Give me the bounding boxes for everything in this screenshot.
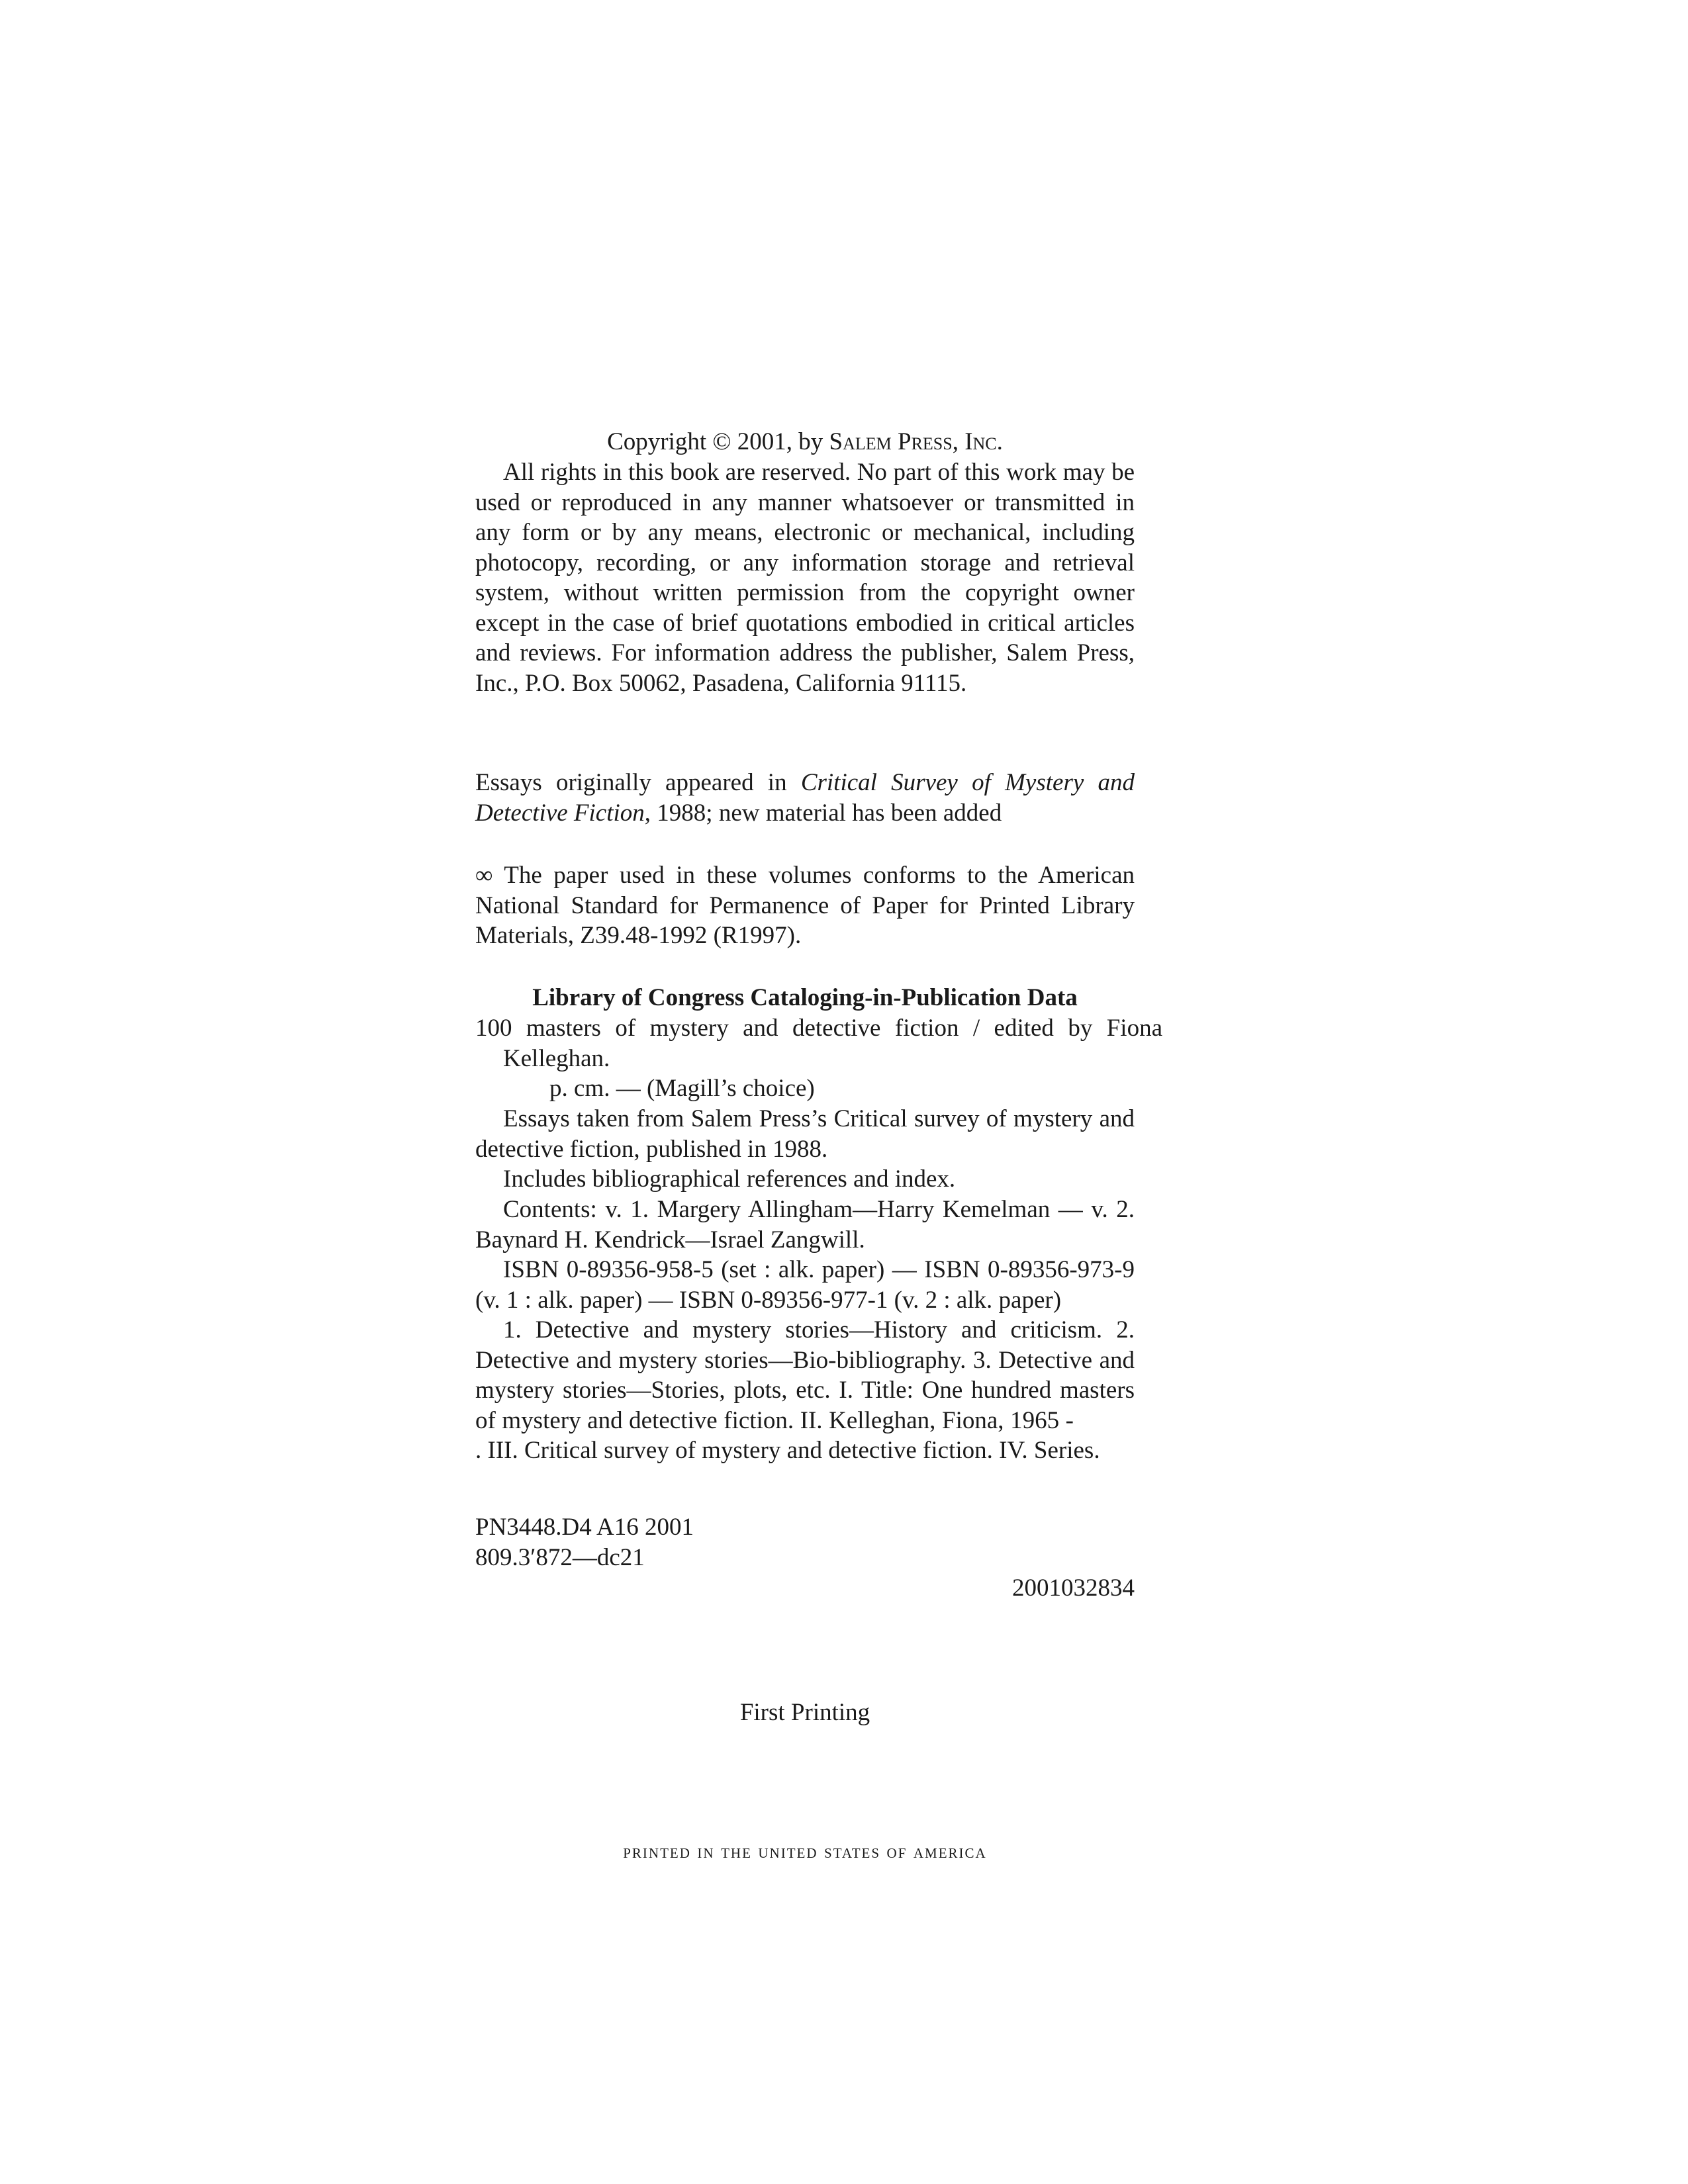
paper-note: ∞ The paper used in these volumes conforms to the American National Standard for Permanence of Paper for Printed Library Materials, Z39.48-1992 (R1997). <box>475 862 1135 949</box>
printed-in-line: printed in the united states of america <box>623 1841 987 1862</box>
essays-note-suffix: , 1988; new material has been added <box>644 799 1002 827</box>
cip-lccn: 2001032834 <box>1012 1574 1135 1602</box>
cip-contents: Contents: v. 1. Margery Allingham—Harry Kemelman — v. 2. Baynard H. Kendrick—Israel Zangwill. <box>475 1196 1135 1253</box>
printing-line: First Printing <box>739 1699 870 1726</box>
copyright-line <box>475 427 1135 457</box>
publisher-name: Salem Press, Inc. <box>829 428 1003 455</box>
essays-note-prefix: Essays originally appeared in <box>475 769 801 796</box>
cip-subjects-part1: 1. Detective and mystery stories—History and criticism. 2. Detective and mystery stories—Bio-bibliography. 3. Detective and mystery stories—Stories, plots, etc. I. Title: One hundred masters of mystery and detective fiction. II. Kelleghan, Fiona, 1965 - <box>475 1316 1135 1434</box>
cip-essays-taken: Essays taken from Salem Press’s Critical survey of mystery and detective fiction, published in 1988. <box>475 1105 1135 1163</box>
rights-paragraph: All rights in this book are reserved. No part of this work may be used or reproduced in any manner whatsoever or transmitted in any form or by any means, electronic or mechanical, including photocopy, recording, or any information storage and retrieval system, without written permission from the copyright owner except in the case of brief quotations embodied in critical articles and reviews. For information address the publisher, Salem Press, Inc., P.O. Box 50062, Pasadena, California 91115. <box>475 459 1135 697</box>
cip-call-number: PN3448.D4 A16 2001 <box>475 1514 694 1541</box>
cip-subjects <box>475 1315 1135 1466</box>
copyright-prefix: Copyright © 2001, by <box>607 428 829 455</box>
cip-physical: p. cm. — (Magill’s choice) <box>549 1075 815 1102</box>
cip-isbn: ISBN 0-89356-958-5 (set : alk. paper) — ISBN 0-89356-973-9 (v. 1 : alk. paper) — ISBN 0-89356-977-1 (v. 2 : alk. paper) <box>475 1256 1135 1314</box>
cip-heading: Library of Congress Cataloging-in-Publication Data <box>532 984 1078 1011</box>
essays-note <box>475 768 1135 828</box>
cip-dewey: 809.3′872—dc21 <box>475 1544 645 1571</box>
essays-note-title: Critical Survey of Mystery and Detective Fiction <box>475 769 1135 827</box>
cip-includes: Includes bibliographical references and index. <box>503 1165 956 1193</box>
cip-title-line: 100 masters of mystery and detective fiction / edited by Fiona Kelleghan. <box>475 1015 1162 1072</box>
cip-subjects-part2: . III. Critical survey of mystery and detective fiction. IV. Series. <box>475 1437 1100 1464</box>
